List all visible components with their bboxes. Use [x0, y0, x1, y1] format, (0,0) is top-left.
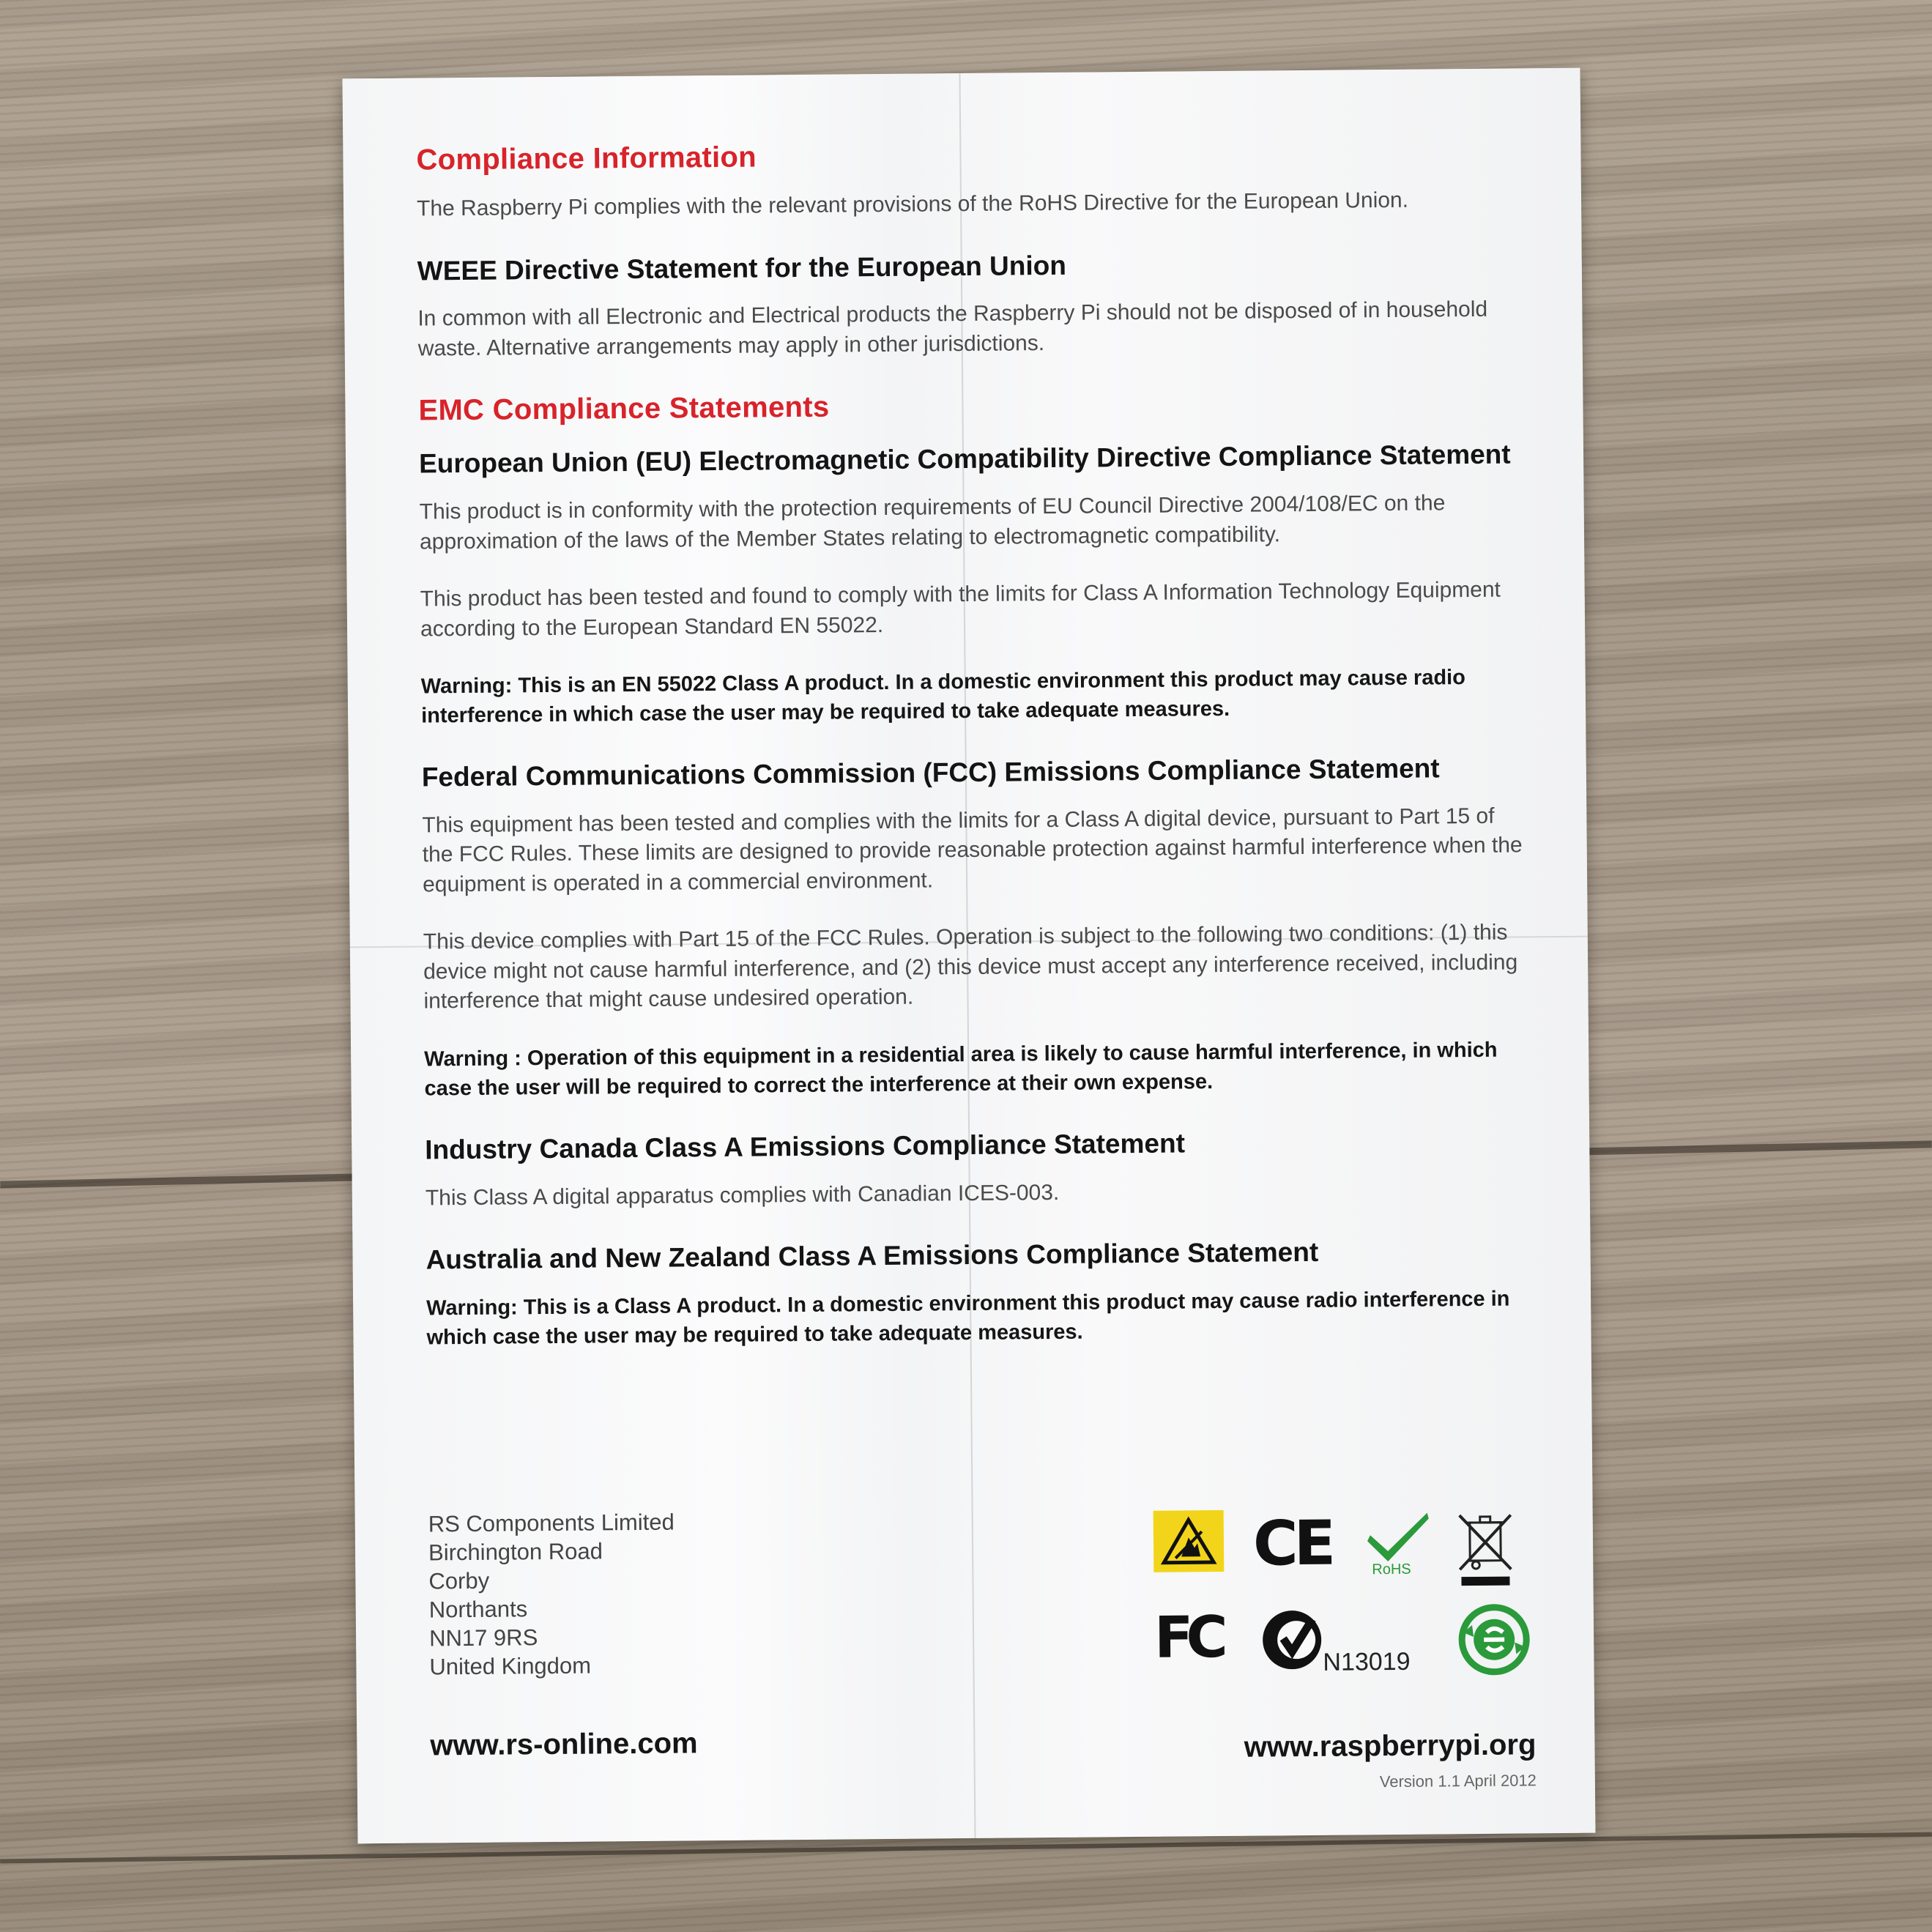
raspberrypi-link[interactable]: www.raspberrypi.org: [1244, 1728, 1537, 1764]
eu-paragraph-2: This product has been tested and found to comply with the limits for Class A Information Technology Equipment according to the European Standard EN 55022.: [420, 577, 1501, 642]
address-line: Northants: [428, 1596, 528, 1623]
weee-paragraph: In common with all Electronic and Electrical products the Raspberry Pi should not be disposed of in household waste. Alternative arrangements may apply in other jurisdictions.: [417, 297, 1488, 361]
c-tick-code: N13019: [1323, 1647, 1411, 1676]
aus-nz-warning: Warning: This is a Class A product. In a domestic environment this product may cause radio interference in which case the user may be required to take adequate measures.: [426, 1287, 1510, 1350]
company-address: [428, 1508, 676, 1682]
eu-heading: European Union (EU) Electromagnetic Compatibility Directive Compliance Statement: [418, 439, 1511, 479]
eu-warning: Warning: This is an EN 55022 Class A product. In a domestic environment this product may cause radio interference in which case the user may be required to take adequate measures.: [420, 666, 1466, 728]
aus-nz-heading: Australia and New Zealand Class A Emissions Compliance Statement: [426, 1237, 1319, 1275]
compliance-title: Compliance Information: [416, 141, 757, 177]
version-label: Version 1.1 April 2012: [1379, 1771, 1537, 1791]
c-tick-icon: [1261, 1609, 1323, 1671]
emc-title: EMC Compliance Statements: [418, 390, 830, 427]
rohs-label: RoHS: [1372, 1561, 1411, 1578]
fcc-warning: Warning : Operation of this equipment in a residential area is likely to cause harmful interference, in which case the user will be required to correct the interference at their own expense.: [424, 1038, 1498, 1101]
fcc-icon: FC: [1153, 1605, 1222, 1671]
rohs-paragraph: The Raspberry Pi complies with the relevant provisions of the RoHS Directive for the European Union.: [416, 187, 1409, 221]
compliance-leaflet: [343, 68, 1596, 1844]
ce-mark-icon: CE: [1252, 1506, 1332, 1580]
canada-paragraph: This Class A digital apparatus complies with Canadian ICES-003.: [425, 1180, 1060, 1211]
weee-heading: WEEE Directive Statement for the European Union: [417, 250, 1067, 286]
eu-paragraph-1: This product is in conformity with the protection requirements of EU Council Directive 2004/108/EC on the approximation of the laws of the Member States relating to electromagnetic compatibility.: [419, 491, 1446, 554]
fcc-heading: Federal Communications Commission (FCC) Emissions Compliance Statement: [421, 753, 1440, 792]
canada-heading: Industry Canada Class A Emissions Compliance Statement: [425, 1128, 1186, 1165]
rs-online-link[interactable]: www.rs-online.com: [430, 1727, 698, 1762]
weee-bin-icon: [1452, 1507, 1519, 1589]
leaflet-footer: [428, 1500, 1537, 1832]
address-line: Birchington Road: [428, 1538, 603, 1566]
leaflet-body: [416, 134, 1533, 1380]
address-line: Corby: [428, 1567, 490, 1594]
rohs-check-icon: [1366, 1509, 1433, 1578]
address-line: NN17 9RS: [428, 1624, 538, 1652]
fcc-paragraph-2: This device complies with Part 15 of the FCC Rules. Operation is subject to the following two conditions: (1) this device might not cause harmful interference, and (2) this device must accept any interference received, including interference that might cause undesired operation.: [423, 921, 1518, 1014]
esd-warning-icon: [1153, 1510, 1225, 1572]
address-line: RS Components Limited: [428, 1509, 675, 1537]
china-rohs-icon: [1457, 1602, 1531, 1676]
address-line: United Kingdom: [429, 1652, 592, 1680]
certification-logos: [1153, 1507, 1536, 1701]
fcc-paragraph-1: This equipment has been tested and complies with the limits for a Class A digital device, pursuant to Part 15 of the FCC Rules. These limits are designed to provide reasonable protection against harmful interference when the equipment is operated in a commercial environment.: [422, 803, 1523, 897]
